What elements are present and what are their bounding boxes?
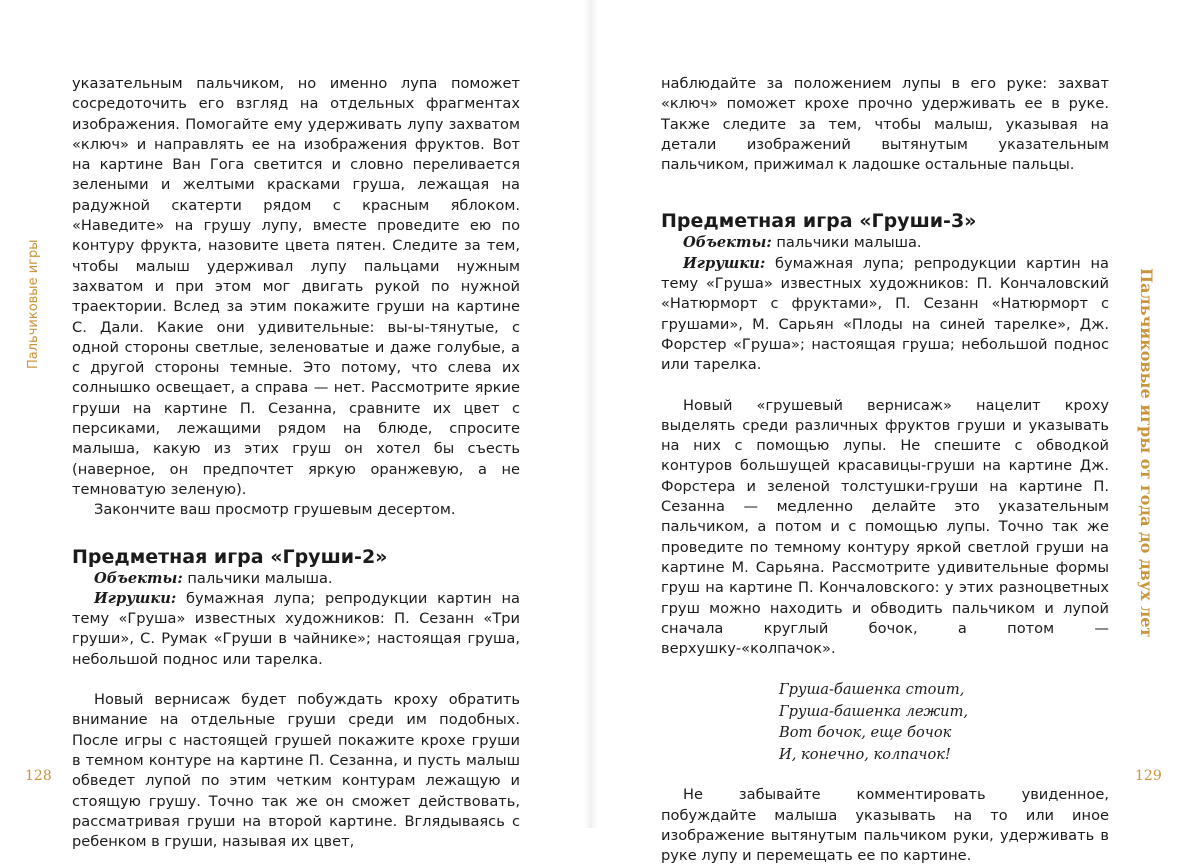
toys-label: Игрушки: [683, 254, 766, 272]
paragraph: указательным пальчиком, но именно лупа поможет сосредоточить его взгляд на отдельных фрагментах изображения. Помогайте ему удерживать лупу захватом «ключ» и направлять ее на изображения фруктов. Вот на картине Ван Гога светится и словно переливается зелеными и желтыми красками груша, лежащая на радужной скатерти рядом с красным яблоком. «Наведите» на грушу лупу, вместе проведите ею по контуру фрукта, назовите цвета пятен. Следите за тем, чтобы малыш удерживал лупу пальцами нужным захватом и при этом мог двигать рукой по нужной траектории. Вслед за этим покажите груши на картине С. Дали. Какие они удивительные: вы-ы-тянутые, с одной стороны светлые, зеленоватые и даже голубые, а с другой стороны темные. Это потому, что слева их солнышко освещает, а справа — нет. Рассмотрите яркие груши на картине П. Сезанна, сравните их цвет с персиками, лежащими рядом на блюде, спросите малыша, какую из этих груш он хотел бы съесть (наверное, он предпочтет яркую оранжевую, а не темноватую зеленую). [72, 75, 520, 498]
paragraph: Не забывайте комментировать увиденное, побуждайте малыша указывать на то или иное изображение вытянутым пальчиком руки, удерживать в руке лупу и перемещать ее по картине. [661, 786, 1109, 865]
section-heading: Предметная игра «Груши-2» [72, 545, 388, 568]
poem-line: Груша-башенка стоит, [779, 681, 965, 699]
toys-text: бумажная лупа; репродукции картин на тему «Груша» известных художников: П. Кончаловский «Натюрморт с фруктами», П. Сезанн «Натюрморт с грушами», М. Сарьян «Плоды на синей тарелке», Дж. Форстер «Груша»; настоящая груша; небольшой поднос или тарелка. [661, 254, 1109, 374]
objects-line [72, 569, 520, 589]
section-heading: Предметная игра «Груши-3» [661, 210, 977, 233]
toys-line [661, 254, 1109, 376]
objects-label: Объекты: [683, 234, 772, 252]
toys-label: Игрушки: [94, 589, 177, 607]
paragraph: наблюдайте за положением лупы в его руке: захват «ключ» поможет крохе прочно удерживать ее в руке. Также следите за тем, чтобы малыш, указывая на детали изображений вытянутым указательным пальчиком, прижимал к ладошке остальные пальцы. [661, 75, 1109, 174]
left-page [0, 0, 590, 851]
page-number-left: 128 [25, 768, 52, 784]
objects-text: пальчики малыша. [182, 569, 333, 587]
poem-line: Вот бочок, еще бочок [779, 724, 952, 742]
objects-label: Объекты: [94, 569, 183, 587]
right-page [591, 0, 1181, 865]
running-head-right [1118, 268, 1156, 638]
paragraph: Новый «грушевый вернисаж» нацелит кроху выделять среди различных фруктов груши и указывать на них с помощью лупы. Не спешите с обводкой контуров большущей красавицы-груши на картине Дж. Форстера и зеленой толстушки-груши на картине П. Сезанна — медленно делайте это указательным пальчиком, а потом и с помощью лупы. Точно так же проведите по темному контуру яркой светлой груши на картине М. Сарьяна. Рассмотрите удивительные формы груш на картине П. Кончаловского: у этих разноцветных груш можно находить и обводить пальчиком и лупой сначала круглый бочок, а потом — верхушку-«колпачок». [661, 396, 1109, 658]
poem [779, 679, 1109, 765]
running-head-left: Пальчиковые игры [26, 239, 41, 369]
objects-text: пальчики малыша. [771, 234, 922, 252]
paragraph: Закончите ваш просмотр грушевым десертом. [94, 501, 456, 519]
running-head-right-text: Пальчиковые игры от года до двух лет [1137, 268, 1156, 638]
poem-line: Груша-башенка лежит, [779, 702, 969, 720]
objects-line [661, 233, 1109, 253]
poem-line: И, конечно, колпачок! [779, 745, 951, 763]
page-number-right: 129 [1135, 768, 1162, 784]
toys-line [72, 589, 520, 670]
toys-text: бумажная лупа; репродукции картин на тему «Груша» известных художников: П. Сезанн «Три груши», С. Румак «Груши в чайнике»; настоящая груша, небольшой поднос или тарелка. [72, 589, 520, 668]
right-text-column [661, 74, 1109, 867]
paragraph: Новый вернисаж будет побуждать кроху обратить внимание на отдельные груши среди им подобных. После игры с настоящей грушей покажите крохе груши в темном контуре на картине П. Сезанна, и пусть малыш обведет лупой по этим четким контурам лежащую и стоящую грушу. Точно так же он сможет действовать, рассматривая груши на второй картине. Вглядываясь с ребенком в груши, называя их цвет, [72, 691, 520, 851]
left-text-column [72, 74, 520, 852]
